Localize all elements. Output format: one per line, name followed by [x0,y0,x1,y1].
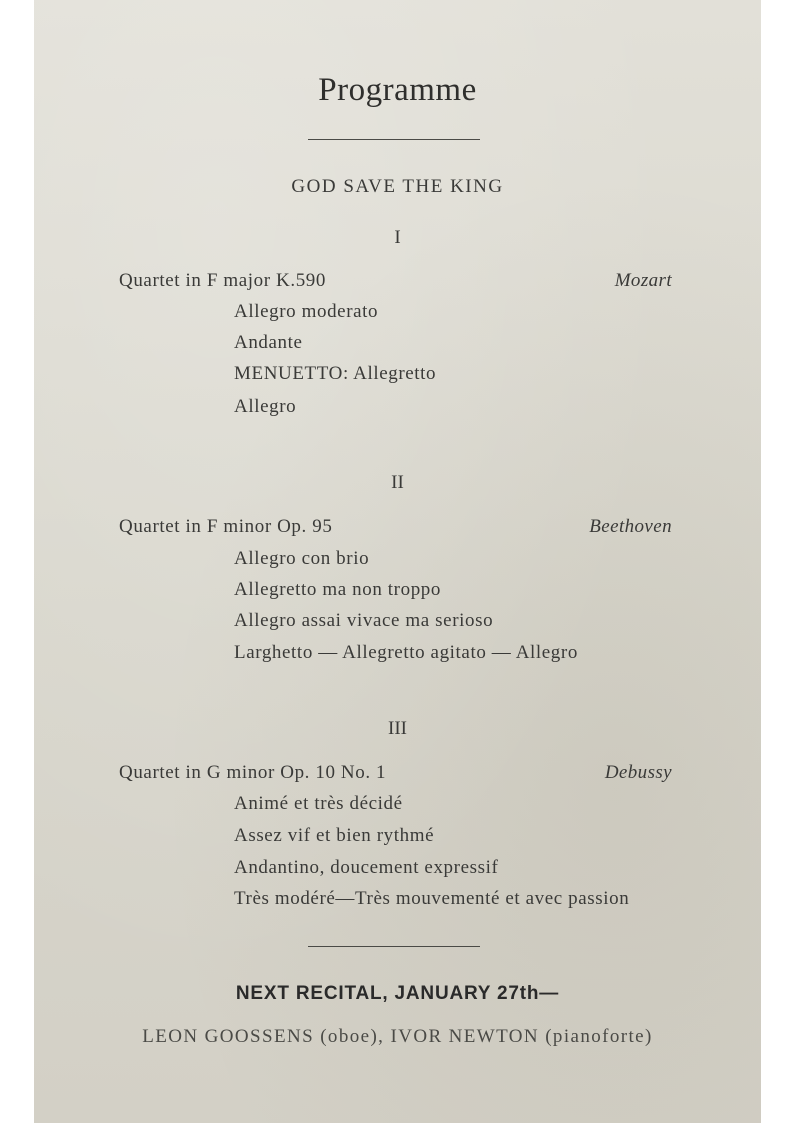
movement-item: Allegro [234,396,297,417]
movement-item: Allegro moderato [234,301,379,322]
movement-item: Allegretto ma non troppo [234,579,441,600]
movement-item: MENUETTO: Allegretto [234,363,437,384]
section-numeral: I [394,227,401,248]
composer-name: Debussy [604,762,672,783]
page-title: Programme [318,72,477,108]
composer-name: Mozart [614,270,672,291]
movement-item: Larghetto — Allegretto agitato — Allegro [234,642,578,663]
footer-divider [308,946,480,947]
movement-item: Assez vif et bien rythmé [234,825,435,846]
next-recital-heading: NEXT RECITAL, JANUARY 27th— [235,983,560,1004]
programme-sheet [34,0,761,1123]
movement-item: Allegro con brio [234,548,370,569]
section-numeral: II [391,472,404,493]
movement-item: Animé et très décidé [234,793,403,814]
title-divider [308,139,480,140]
work-title: Quartet in G minor Op. 10 No. 1 [119,762,387,783]
anthem-line: GOD SAVE THE KING [291,176,504,197]
movement-item: Andante [234,332,303,353]
movement-item: Andantino, doucement expressif [234,857,499,878]
composer-name: Beethoven [589,516,672,537]
movement-item: Allegro assai vivace ma serioso [234,610,494,631]
movement-item: Très modéré—Très mouvementé et avec passion [234,888,630,909]
work-title: Quartet in F minor Op. 95 [119,516,333,537]
next-recital-performers: LEON GOOSSENS (oboe), IVOR NEWTON (pianoforte) [142,1026,653,1047]
section-numeral: III [388,718,407,739]
work-title: Quartet in F major K.590 [119,270,327,291]
